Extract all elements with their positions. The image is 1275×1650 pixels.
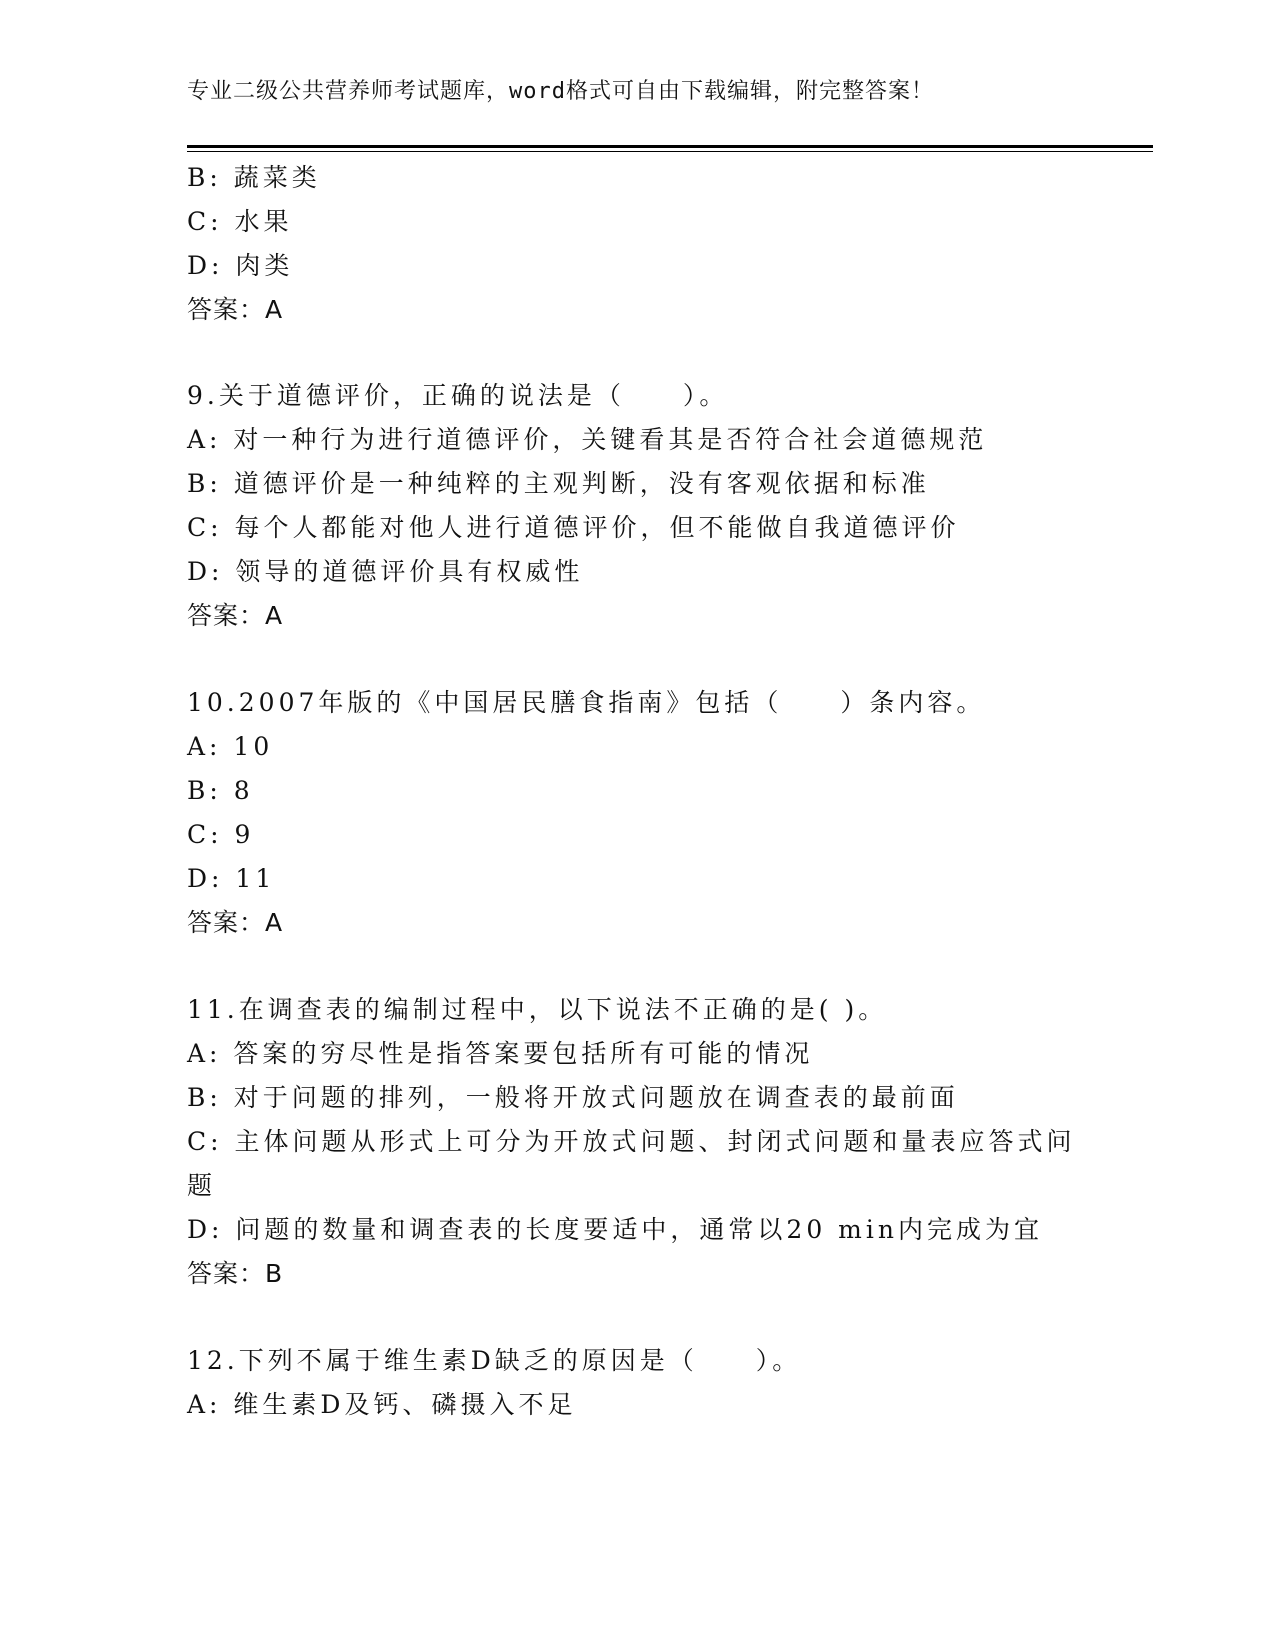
option-c: C: 水果 <box>187 207 293 236</box>
header-rule-thin <box>187 151 1153 152</box>
option-b: B: 对于问题的排列，一般将开放式问题放在调查表的最前面 <box>187 1083 959 1112</box>
question-11: 11.在调查表的编制过程中，以下说法不正确的是( )。 <box>187 995 888 1024</box>
option-a: A: 对一种行为进行道德评价，关键看其是否符合社会道德规范 <box>187 425 988 454</box>
option-d: D: 肉类 <box>187 251 294 280</box>
option-d: D: 11 <box>187 864 276 893</box>
option-a: A: 维生素D及钙、磷摄入不足 <box>187 1390 577 1419</box>
option-b: B: 道德评价是一种纯粹的主观判断，没有客观依据和标准 <box>187 469 930 498</box>
question-10: 10.2007年版的《中国居民膳食指南》包括（ ）条内容。 <box>187 688 986 717</box>
option-a: A: 10 <box>187 732 274 761</box>
question-12: 12.下列不属于维生素D缺乏的原因是（ ）。 <box>187 1346 802 1375</box>
header-rule-thick <box>187 145 1153 148</box>
option-c-continued: 题 <box>187 1171 217 1200</box>
answer: 答案：B <box>187 1259 284 1288</box>
answer: 答案：A <box>187 601 284 630</box>
answer: 答案：A <box>187 295 284 324</box>
question-9: 9.关于道德评价，正确的说法是（ ）。 <box>187 381 729 410</box>
option-b: B: 蔬菜类 <box>187 163 321 192</box>
option-d: D: 问题的数量和调查表的长度要适中，通常以20 min内完成为宜 <box>187 1215 1043 1244</box>
option-c: C: 主体问题从形式上可分为开放式问题、封闭式问题和量表应答式问 <box>187 1127 1076 1156</box>
option-b: B: 8 <box>187 776 254 805</box>
option-c: C: 9 <box>187 820 255 849</box>
answer: 答案：A <box>187 908 284 937</box>
option-c: C: 每个人都能对他人进行道德评价，但不能做自我道德评价 <box>187 513 960 542</box>
option-a: A: 答案的穷尽性是指答案要包括所有可能的情况 <box>187 1039 814 1068</box>
option-d: D: 领导的道德评价具有权威性 <box>187 557 584 586</box>
page-header: 专业二级公共营养师考试题库，word格式可自由下载编辑，附完整答案！ <box>187 79 934 104</box>
